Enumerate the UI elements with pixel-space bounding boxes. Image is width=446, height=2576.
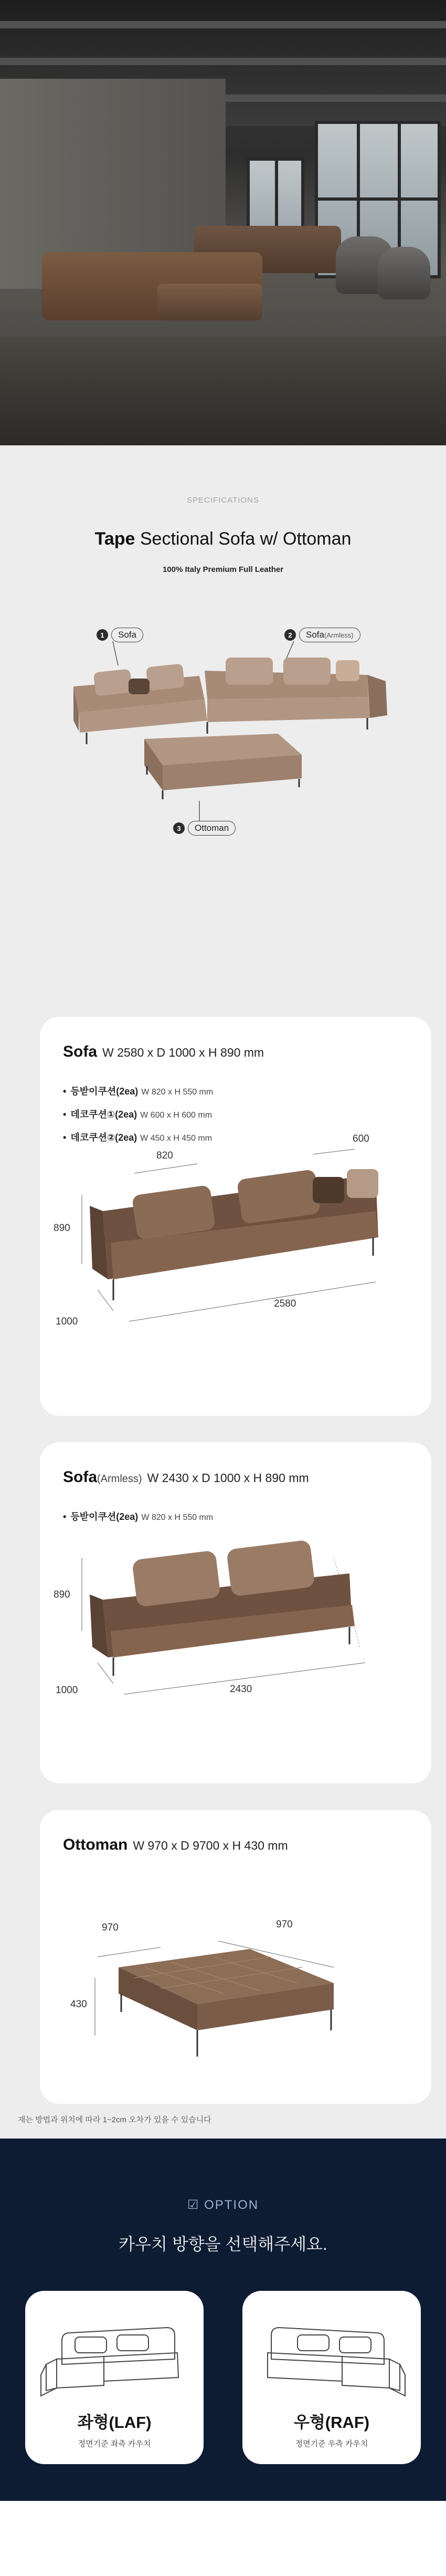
callout-sofa-armless [284, 628, 360, 642]
option-laf[interactable] [25, 2291, 204, 2464]
card-title: Ottoman W 970 x D 9700 x H 430 mm [63, 1836, 288, 1853]
card-sofa [40, 1017, 431, 1416]
list-item: • 데코쿠션①(2ea) W 600 x H 600 mm [63, 1107, 213, 1121]
armless-dimension-drawing [40, 1442, 431, 1784]
dimension-cards [0, 992, 446, 2139]
option-raf[interactable] [242, 2291, 421, 2464]
callout-ottoman [173, 821, 236, 836]
card-ottoman [40, 1810, 431, 2104]
card-title: Sofa(Armless) W 2430 x D 1000 x H 890 mm [63, 1468, 309, 1486]
dim-depth: 1000 [56, 1316, 78, 1327]
callout-label: Sofa(Armless) [299, 628, 360, 642]
card-dimensions: W 2580 x D 1000 x H 890 mm [102, 1046, 264, 1059]
callout-note: (Armless) [324, 631, 354, 639]
option-desc: 정면기준 좌측 카우치 [78, 2439, 151, 2448]
dim-cushion: 600 [353, 1133, 369, 1144]
dim-depth: 970 [102, 1922, 119, 1933]
laf-sofa-icon [25, 2291, 204, 2406]
option-title: 카우치 방향을 선택해주세요. [119, 2235, 327, 2254]
option-tag: ☑ OPTION [187, 2198, 259, 2212]
list-item: • 데코쿠션②(2ea) W 450 x H 450 mm [63, 1130, 213, 1144]
list-item: • 등받이쿠션(2ea) W 820 x H 550 mm [63, 1084, 213, 1098]
option-name: 좌형(LAF) [77, 2413, 152, 2432]
card-sofa-armless [40, 1442, 431, 1784]
card-title: Sofa W 2580 x D 1000 x H 890 mm [63, 1043, 264, 1060]
option-desc: 정면기준 우측 카우치 [295, 2439, 368, 2448]
callout-number: 2 [284, 629, 296, 641]
hero-image [0, 0, 446, 445]
dim-height: 430 [70, 1999, 87, 2010]
hero-beam [0, 58, 446, 65]
card-dimensions: W 2430 x D 1000 x H 890 mm [147, 1471, 309, 1485]
callout-number: 3 [173, 822, 185, 834]
ottoman-dimension-drawing [40, 1810, 431, 2104]
raf-sofa-icon [242, 2291, 421, 2406]
dim-back-width: 820 [156, 1150, 173, 1161]
dim-height: 890 [54, 1589, 70, 1600]
hero-floor [0, 336, 446, 445]
callout-label: Ottoman [188, 821, 236, 836]
subtitle: 100% Italy Premium Full Leather [162, 565, 284, 574]
hero-beam [0, 21, 446, 28]
list-item: • 등받이쿠션(2ea) W 820 x H 550 mm [63, 1509, 213, 1523]
card-title-note: (Armless) [97, 1473, 142, 1485]
dim-width: 2430 [230, 1684, 252, 1695]
callout-number: 1 [97, 629, 108, 641]
dim-width: 970 [276, 1919, 293, 1930]
check-square-icon: ☑ [187, 2198, 200, 2212]
dim-depth: 1000 [56, 1685, 78, 1696]
hero-chair [378, 247, 430, 299]
dim-width: 2580 [274, 1298, 296, 1309]
measurement-footnote: 재는 방법과 위치에 따라 1~2cm 오차가 있을 수 있습니다 [18, 2115, 211, 2124]
title-bold: Tape [94, 529, 135, 549]
title-rest: Sectional Sofa w/ Ottoman [135, 529, 352, 549]
callout-sofa [97, 628, 143, 642]
option-section [0, 2139, 446, 2501]
option-name: 우형(RAF) [293, 2413, 370, 2432]
product-diagram [0, 592, 446, 865]
callout-label: Sofa [111, 628, 143, 642]
section-eyebrow: SPECIFICATIONS [187, 496, 259, 505]
page-title [0, 529, 446, 549]
card-dimensions: W 970 x D 9700 x H 430 mm [133, 1839, 288, 1852]
specifications-section [0, 445, 446, 992]
sofa-dimension-drawing [40, 1017, 431, 1416]
hero-ottoman [157, 284, 262, 320]
dim-height: 890 [54, 1223, 70, 1234]
